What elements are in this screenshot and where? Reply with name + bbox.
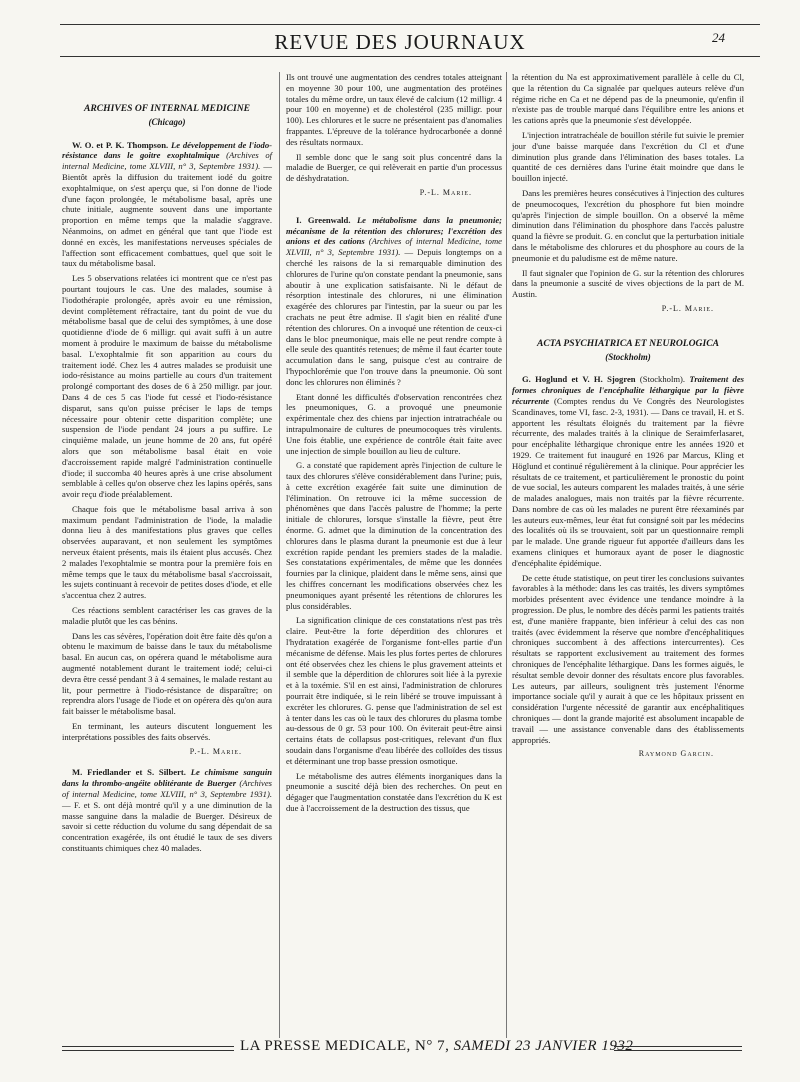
article-paragraph: Etant donné les difficultés d'observation rencontrées chez les pneumoniques, G. a provoqué une pneumonie expérimentale chez des chiens par injection intratrachéale ou intrapulmonaire de cultures de pneumocoques très virulents. Une fois établie, une expérience de contrôle était faite avec une injection de simple bouillon au lieu de culture. xyxy=(286,391,502,456)
article-paragraph: De cette étude statistique, on peut tirer les conclusions suivantes favorables à la méthode: dans les cas traités, les divers symptômes morbides présentent avec évidence une tendance moindre à la progression. De plus, le nombre des décès parmi les patients traités est, d'une manière frappante, bien inférieur à celui des cas non traités (avec évidemment la réserve que nombre d'encéphalitiques chroniques succombent à des affections intercurrentes). Ces résultats se rapportent exclusivement au traitement des formes chroniques de l'encéphalite léthargique. Dans les formes aiguës, le résultat semble devoir donner des résultats encore plus favorables. Les auteurs, par ailleurs, soulignent très justement l'énorme importance sociale qu'il y aurait à que ce les hôpitaux prissent en considération l'urgente nécessité de garantir aux encéphalitiques chroniques — dont la grande majorité est absolument incapable de travail — une assistance convenable dans des établissements appropriés. xyxy=(512,572,744,745)
article-thompson xyxy=(62,140,272,270)
article-paragraph: Ils ont trouvé une augmentation des cendres totales atteignant en moyenne 30 pour 100, une augmentation des protéines totales du même ordre, un taux élevé de calcium (12 milligr. 4 pour 100 en moyenne) et de cholestérol (235 milligr. pour 100). Les chlorures et le sucre ne présentaient pas d'anomalies frappantes. L'épreuve de la tolérance hydrocarbonée a donné des résultats normaux. xyxy=(286,72,502,147)
article-reference: (Archives of internal Medicine, tome XLVIII, n° 3, Septembre 1931). xyxy=(62,778,272,800)
section-city-stockholm: (Stockholm) xyxy=(605,351,651,362)
footer-rule-left xyxy=(62,1046,234,1051)
article-paragraph: — Dans ce travail, H. et S. apportent les résultats éloignés du traitement par la fièvre récurrente, des malades traités à la clinique de Seraimferlasaret, pour encéphalite léthargique chronique entre les années 1920 et 1929. Ce traitement fut inauguré en 1926 par Marcus, Kling et Höglund et continué régulièrement à la clinique. Pour apprécier les résultats de ce traitement, et particulièrement le pronostic du point de vue social, les auteurs comparent les malades traités, à une série de malades analogues, mais non traités par la fièvre récurrente. Dans nombre de cas où les malades ne purent être réexaminés par les auteurs eux-mêmes, leur état fut consigné soit par les médecins des localités où ils se trouvaient, soit par un questionnaire rempli par le malade. Une grande rigueur fut apportée d'ailleurs dans les examens cliniques et humoraux ayant de poser le diagnostic d'encéphalite épidémique. xyxy=(512,406,744,568)
article-place: (Stockholm). xyxy=(639,374,686,385)
footer-day: SAMEDI xyxy=(453,1038,511,1054)
header-bottom-rule xyxy=(60,56,760,57)
article-authors: M. Friedlander et S. Silbert. xyxy=(72,767,186,778)
article-signature: Raymond Garcin. xyxy=(638,749,714,759)
article-paragraph: L'injection intratrachéale de bouillon stérile fut suivie le premier jour d'une baisse marquée dans l'excrétion du Cl et d'une diminution plus grande dans l'élimination des bases totales. La quantité de ces dernières dans l'urine était moindre que dans le bouillon injecté. xyxy=(512,129,744,184)
section-city-chicago: (Chicago) xyxy=(148,116,186,127)
article-paragraph: la rétention du Na est approximativement parallèle à celle du Cl, que la rétention du Ca signalée par quelques auteurs relève d'un régime riche en Ca et ne dépend pas de la pneumonie, qu'enfin il n'existe pas de trouble marqué dans l'équilibre entre les anions et les cations après que la pneumonie s'est développée. xyxy=(512,72,744,126)
column-1 xyxy=(62,72,272,858)
article-paragraph: Les 5 observations relatées ici montrent que ce n'est pas pourtant toujours le cas. Une des malades, soumise à l'iodothérapie prolongée, après avoir eu une rémission, devint complètement réfractaire, tant du point de vue du métabolisme basal que de celui des symptômes, à une dose quotidienne d'iode de 6 milligr. qui avait suffi à un autre moment à produire le maximum de baisse du métabolisme basal. L'exophtalmie fit son apparition au cours du traitement iodé. Chez les 4 autres malades se produisit une iodo-résistance au moins partielle au cours d'un traitement prolongé comportant des doses de 6 à 250 milligr. par jour. Dans 4 de ces 5 cas l'iode fut cessé et l'iodo-résistance disparut, sans qu'on puisse préciser le laps de temps nécessaire pour obtenir cette disparition complète; une suspension de l'iode pendant 24 jours a pu suffire. Le cinquième malade, un jeune homme de 20 ans, fut opéré alors que son métabolisme basal était en voie d'accroissement rapide malgré l'administration continuelle d'iode; il succomba 40 heures après à une crise absolument semblable à celles qu'on observe chez les lapins opérés, sans avoir reçu d'iode préalablement. xyxy=(62,273,272,500)
article-paragraph: — F. et S. ont déjà montré qu'il y a une diminution de la masse sanguine dans la maladie de Buerger. Désireux de savoir si cette réduction du volume du sang dépendait de sa concentration exagérée, ils ont étudié le taux de ses divers constituants chimiques chez 40 malades. xyxy=(62,799,272,853)
article-reference: (Comptes rendus du Ve Congrès des Neurologistes Scandinaves, tome VI, fasc. 2-3, 1931). xyxy=(512,395,744,417)
article-authors: G. Hoglund et V. H. Sjogren xyxy=(522,374,636,385)
footer-number: N° 7, xyxy=(415,1038,450,1054)
section-title-acta: ACTA PSYCHIATRICA ET NEUROLOGICA xyxy=(536,337,720,349)
article-authors: I. Greenwald. xyxy=(296,214,351,225)
article-paragraph: Dans les premières heures consécutives à l'injection des cultures de pneumocoques, l'excrétion du phosphore fut bien moindre qu'après l'injection de simple bouillon. On a observé la même diminution dans l'élimination du phosphore dans l'accès palustre quand la fièvre se produit. G. en conclut que la perturbation initiale dans le métabolisme des chlorures et du phosphore au cours de la pneumonie et du paludisme est de même nature. xyxy=(512,187,744,263)
article-paragraph: La signification clinique de ces constatations n'est pas très claire. Peut-être la forte déperdition des chlorures et l'hydratation exagérée de l'organisme font-elles partie d'un mécanisme de défense. Mais les plus fortes pertes de chlorures ont été observées chez les chiens le plus gravement atteints et il semble que la déperdition de chlorures soit liée à la pyrexie et à la toxémie. S'il en est ainsi, l'administration de chlorures pourrait être indiquée, si le rein libéré se trouve impuissant à excréter les chlorures. G. pense que l'administration de sel est à tenter dans les cas où le taux des chlorures du plasma tombe au-dessous de 0 gr. 53 pour 100. On éviterait peut-être ainsi certains états de collapsus post-critiques, relevant d'un flux soudain dans l'organisme d'eau libérée des colloïdes des tissus et déterminant une trop basse pression osmotique. xyxy=(286,615,502,766)
article-paragraph: Le métabolisme des autres éléments inorganiques dans la pneumonie a suscité déjà bien des recherches. On peut en dégager que l'augmentation constatée dans l'excrétion du K est due à l'accroissement de la destruction des tissus, que xyxy=(286,770,502,813)
article-reference: (Archives of internal Medicine, tome XLVIII, n° 3, Septembre 1931). xyxy=(286,236,502,258)
page-number: 24 xyxy=(712,30,725,45)
footer-journal: LA PRESSE MEDICALE, xyxy=(240,1038,411,1054)
article-paragraph: En terminant, les auteurs discutent longuement les interprétations possibles des faits observés. xyxy=(62,721,272,742)
article-friedlander xyxy=(62,767,272,853)
column-2 xyxy=(286,72,502,818)
article-title: Le chimisme sanguin dans la thrombo-angéite oblitérante de Buerger xyxy=(62,767,272,789)
column-divider-1 xyxy=(279,72,280,1038)
article-hoglund xyxy=(512,374,744,568)
header-top-rule xyxy=(60,24,760,25)
article-title: Le développement de l'iodo-résistance dans le goitre exophtalmique xyxy=(62,139,272,161)
article-paragraph: Ces réactions semblent caractériser les cas graves de la maladie plutôt que les cas bénins. xyxy=(62,605,272,626)
article-greenwald xyxy=(286,215,502,388)
article-signature: P.-L. Marie. xyxy=(189,746,242,756)
article-paragraph: — Depuis longtemps on a cherché les raisons de la si remarquable diminution des chlorures de l'urine qu'on constate pendant la pneumonie, sans aboutir à une explication satisfaisante. Ni le défaut de résorption intestinale des chlorures, ni une élimination exagérée des chlorures par l'intestin, par la sueur ou par les crachats ne peut être admise. Il s'agit bien en réalité d'une rétention des chlorures. On a invoqué une rétention de ceux-ci dans le bloc pneumonique, mais elle ne peut rendre compte à elle seule des quantités retenues; de même il faut écarter toute accumulation dans le sang, puisque c'est au contraire de l'hypochlorémie que l'on trouve dans la pneumonie. Où sont donc les chlorures non éliminés ? xyxy=(286,247,502,387)
footer-masthead xyxy=(240,1038,634,1055)
section-title-archives: ARCHIVES OF INTERNAL MEDICINE xyxy=(83,103,251,114)
page-header-title: REVUE DES JOURNAUX xyxy=(274,30,526,54)
article-paragraph: Dans les cas sévères, l'opération doit être faite dès qu'on a obtenu le maximum de baisse dans le taux du métabolisme basal. En aucun cas, on opérera quand le métabolisme aura augmenté notablement durant le traitement iodé; celui-ci devra être cessé pendant 3 à 4 semaines, le malade restant au lit, pour permettre à l'iodo-résistance de disparaître; on reprendra alors l'usage de l'iode et on opérera dès qu'on aura fait baisser le métabolisme basal. xyxy=(62,630,272,717)
article-paragraph: Il faut signaler que l'opinion de G. sur la rétention des chlorures dans la pneumonie a suscité de vives objections de la part de M. Austin. xyxy=(512,267,744,300)
article-signature: P.-L. Marie. xyxy=(661,303,714,313)
column-divider-2 xyxy=(506,72,507,1038)
article-title: Traitement des formes chroniques de l'encéphalite léthargique par la fièvre récurrente xyxy=(512,374,745,406)
article-paragraph: G. a constaté que rapidement après l'injection de culture le taux des chlorures s'élève considérablement dans l'urine; puis, à cette excrétion exagérée fait suite une diminution de l'élimination. On retrouve ici la même succession de phénomènes que dans l'accès palustre de l'homme; la perte initiale de chlorures, lorsque s'installe la fièvre, peut être énorme. G. admet que la diminution de la concentration des chlorures dans le plasma durant la pneumonie est due à leur excrétion rapide pendant les premiers stades de la maladie. Ses constatations expérimentales, de même que les données fournies par la clinique, plaident dans le même sens, ainsi que les chiffres concernant les modifications observées chez les pneumoniques ayant présenté les rétentions de chlorures les plus considérables. xyxy=(286,460,502,611)
footer-date: 23 JANVIER 1932 xyxy=(515,1038,634,1054)
article-authors: W. O. et P. K. Thompson. xyxy=(72,139,169,150)
column-3 xyxy=(512,72,744,770)
article-paragraph: Il semble donc que le sang soit plus concentré dans la maladie de Buerger, ce qui relèverait en partie d'un processus de déshydratation. xyxy=(286,151,502,184)
article-title: Le métabolisme dans la pneumonie; mécanisme de la rétention des chlorures; l'excrétion des anions et des cations xyxy=(286,214,503,247)
article-reference: (Archives of internal Medicine, tome XLVIII, n° 3, Septembre 1931). xyxy=(62,150,272,172)
article-paragraph: — Bientôt après la diffusion du traitement iodé du goitre exophtalmique, on s'est aperçu que, si l'on donne de l'iode d'une façon prolongée, le métabolisme basal, après une chute initiale, augmente souvent dans une importante proportion en même temps que la maladie s'aggrave. Néanmoins, on admet en général que tant que l'iode est donné en excès, les manifestations nerveuses spéciales de l'affection sont efficacement combattues, quel que soit le taux du métabolisme basal. xyxy=(62,161,272,269)
article-signature: P.-L. Marie. xyxy=(419,187,472,197)
footer-rule-right xyxy=(614,1046,742,1051)
article-paragraph: Chaque fois que le métabolisme basal arriva à son maximum pendant l'administration de l'iode, la maladie donna lieu à des manifestations plus graves que celles observées auparavant, et non seulement les symptômes nerveux étaient présents, mais ils étaient plus accusés. Chez 2 malades l'exophtalmie se montra pour la première fois en même temps que le taux du métabolisme basal s'accroissait, les sujets continuant à recevoir de petites doses d'iode, et elle s'accentua chez 2 autres. xyxy=(62,503,272,601)
